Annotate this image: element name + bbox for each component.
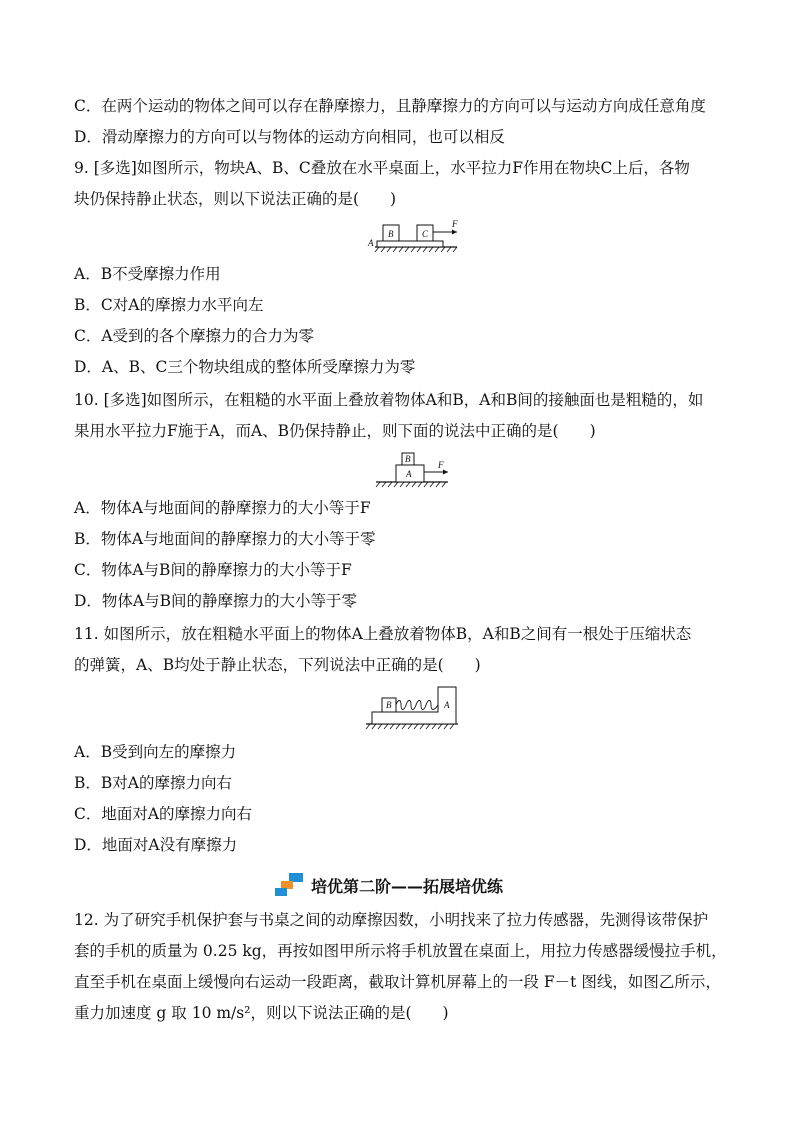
label-b: B xyxy=(405,454,411,464)
q11-figure xyxy=(364,684,464,732)
q9-option-d: D．A、B、C三个物块组成的整体所受摩擦力为零 xyxy=(74,358,416,376)
q11-stem-line1: 11. 如图所示，放在粗糙水平面上的物体A上叠放着物体B，A和B之间有一根处于压缩状态 xyxy=(74,625,692,643)
force-arrow-icon xyxy=(452,230,457,235)
q11-stem-line2: 的弹簧，A、B均处于静止状态，下列说法中正确的是( ) xyxy=(74,656,481,674)
q9-option-a: A．B不受摩擦力作用 xyxy=(74,265,221,283)
q10-stem-line2: 果用水平拉力F施于A，而A、B仍保持静止，则下面的说法中正确的是( ) xyxy=(74,422,596,440)
q12-line2: 套的手机的质量为 0.25 kg，再按如图甲所示将手机放置在桌面上，用拉力传感器缓慢拉手机， xyxy=(74,942,727,960)
label-b: B xyxy=(388,229,394,239)
label-f: F xyxy=(452,219,458,229)
section-header xyxy=(275,870,503,900)
q12-line4: 重力加速度 g 取 10 m/s²，则以下说法正确的是( ) xyxy=(74,1004,449,1022)
label-f: F xyxy=(438,460,444,470)
q9-figure xyxy=(365,218,465,254)
q8-option-c: C．在两个运动的物体之间可以存在静摩擦力，且静摩擦力的方向可以与运动方向成任意角度 xyxy=(74,97,706,115)
label-a: A xyxy=(368,238,374,248)
q9-stem-line2: 块仍保持静止状态，则以下说法正确的是( ) xyxy=(74,190,397,208)
label-a: A xyxy=(406,469,412,479)
q9-option-c: C．A受到的各个摩擦力的合力为零 xyxy=(74,327,315,345)
q10-option-d: D．物体A与B间的静摩擦力的大小等于零 xyxy=(74,592,358,610)
q10-option-b: B．物体A与地面间的静摩擦力的大小等于零 xyxy=(74,530,376,548)
force-arrow-icon xyxy=(443,470,448,475)
q11-option-a: A．B受到向左的摩擦力 xyxy=(74,743,237,761)
q9-stem-line1: 9. [多选]如图所示，物块A、B、C叠放在水平桌面上，水平拉力F作用在物块C上后，各物 xyxy=(74,159,690,177)
spring-icon xyxy=(396,701,438,710)
label-a: A xyxy=(444,700,450,710)
q11-option-c: C．地面对A的摩擦力向右 xyxy=(74,805,253,823)
q10-option-a: A．物体A与地面间的静摩擦力的大小等于F xyxy=(74,499,371,517)
q10-figure xyxy=(374,450,454,490)
q12-line3: 直至手机在桌面上缓慢向右运动一段距离，截取计算机屏幕上的一段 F－t 图线，如图乙所示， xyxy=(74,973,721,991)
label-c: C xyxy=(422,229,429,239)
q11-option-d: D．地面对A没有摩擦力 xyxy=(74,836,238,854)
q11-option-b: B．B对A的摩擦力向右 xyxy=(74,774,232,792)
label-b: B xyxy=(386,700,392,710)
section-title: 培优第二阶——拓展培优练 xyxy=(311,876,504,896)
q12-line1: 12. 为了研究手机保护套与书桌之间的动摩擦因数，小明找来了拉力传感器，先测得该带保护 xyxy=(74,911,709,929)
q10-stem-line1: 10. [多选]如图所示，在粗糙的水平面上叠放着物体A和B，A和B间的接触面也是粗糙的，如 xyxy=(74,391,704,409)
q9-option-b: B．C对A的摩擦力水平向左 xyxy=(74,296,264,314)
section-badge-icon xyxy=(275,871,305,899)
q8-option-d: D．滑动摩擦力的方向可以与物体的运动方向相同，也可以相反 xyxy=(74,128,505,146)
block-a xyxy=(377,241,443,247)
q10-option-c: C．物体A与B间的静摩擦力的大小等于F xyxy=(74,561,352,579)
